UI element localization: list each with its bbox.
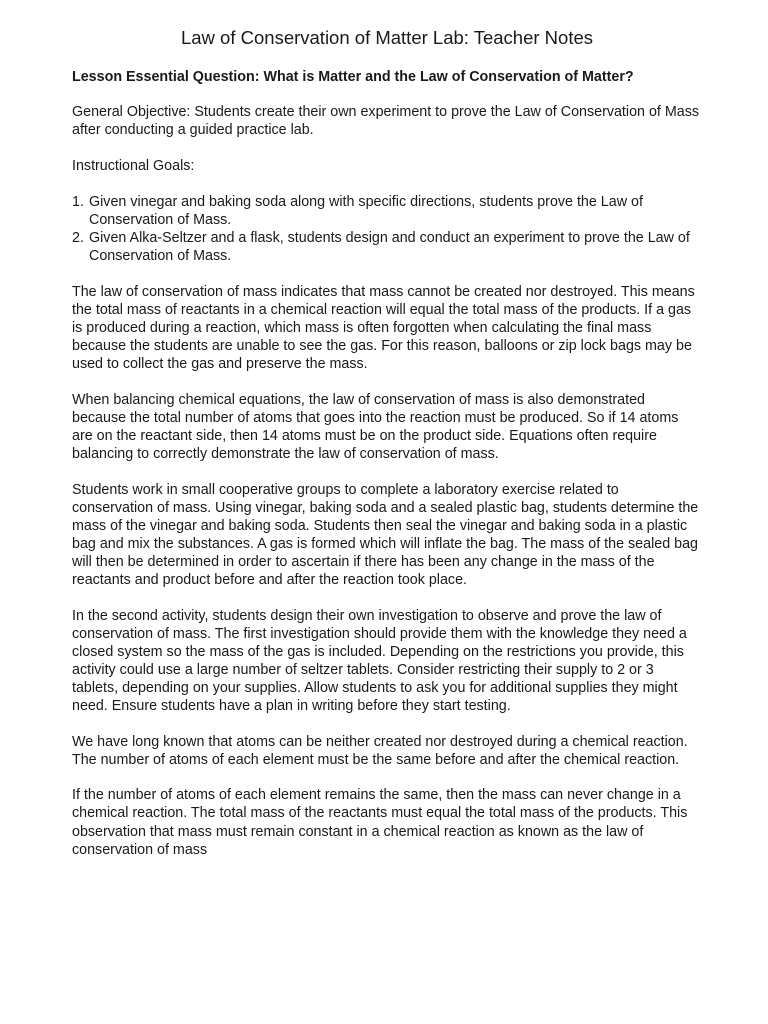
paragraph-conservation-definition: The law of conservation of mass indicates that mass cannot be created nor destroyed. This means the total mass of reactants in a chemical reaction will equal the total mass of the products. If a gas is produced during a reaction, which mass is often forgotten when calculating the final mass because the students are unable to see the gas. For this reason, balloons or zip lock bags may be used to collect the gas and preserve the mass. [72,283,695,373]
goal-number: 1. [72,193,84,210]
goal-number: 2. [72,229,84,246]
paragraph-conclusion: If the number of atoms of each element remains the same, then the mass can never change in a chemical reaction. The total mass of the reactants must equal the total mass of the products. This observation that mass must remain constant in a chemical reaction as known as the law of conservation of mass [72,787,688,858]
instructional-goals-list [72,193,702,265]
paragraph-second-activity: In the second activity, students design their own investigation to observe and prove the law of conservation of mass. The first investigation should provide them with the knowledge they need a closed system so the mass of the gas is included. Depending on the restrictions you provide, this activity could use a large number of seltzer tablets. Consider restricting their supply to 2 or 3 tablets, depending on your supplies. Allow students to ask you for additional supplies they might need. Ensure students have a plan in writing before they start testing. [72,607,687,715]
instructional-goals-label: Instructional Goals: [72,157,195,174]
paragraph-balancing-equations: When balancing chemical equations, the law of conservation of mass is also demonstrated because the total number of atoms that goes into the reaction must be produced. So if 14 atoms are on the reactant side, then 14 atoms must be on the product side. Equations often require balancing to correctly demonstrate the law of conservation of mass. [72,391,679,462]
goal-text: Given vinegar and baking soda along with specific directions, students prove the Law of Conservation of Mass. [89,193,643,228]
paragraph-atoms: We have long known that atoms can be neither created nor destroyed during a chemical reaction. The number of atoms of each element must be the same before and after the chemical reaction. [72,733,688,768]
document-page [72,26,702,876]
paragraph-first-activity: Students work in small cooperative groups to complete a laboratory exercise related to conservation of mass. Using vinegar, baking soda and a sealed plastic bag, students determine the mass of the vinegar and baking soda. Students then seal the vinegar and baking soda in a plastic bag and mix the substances. A gas is formed which will inflate the bag. The mass of the sealed bag will then be determined in order to ascertain if there has been any change in the mass of the reactants and product before and after the reaction took place. [72,481,699,588]
goal-item [72,193,702,229]
goal-item [72,229,702,265]
essential-question: Lesson Essential Question: What is Matter and the Law of Conservation of Matter? [72,69,634,85]
general-objective: General Objective: Students create their own experiment to prove the Law of Conservation of Mass after conducting a guided practice lab. [72,104,700,139]
goal-text: Given Alka-Seltzer and a flask, students design and conduct an experiment to prove the Law of Conservation of Mass. [89,229,690,265]
page-title: Law of Conservation of Matter Lab: Teacher Notes [180,27,594,48]
